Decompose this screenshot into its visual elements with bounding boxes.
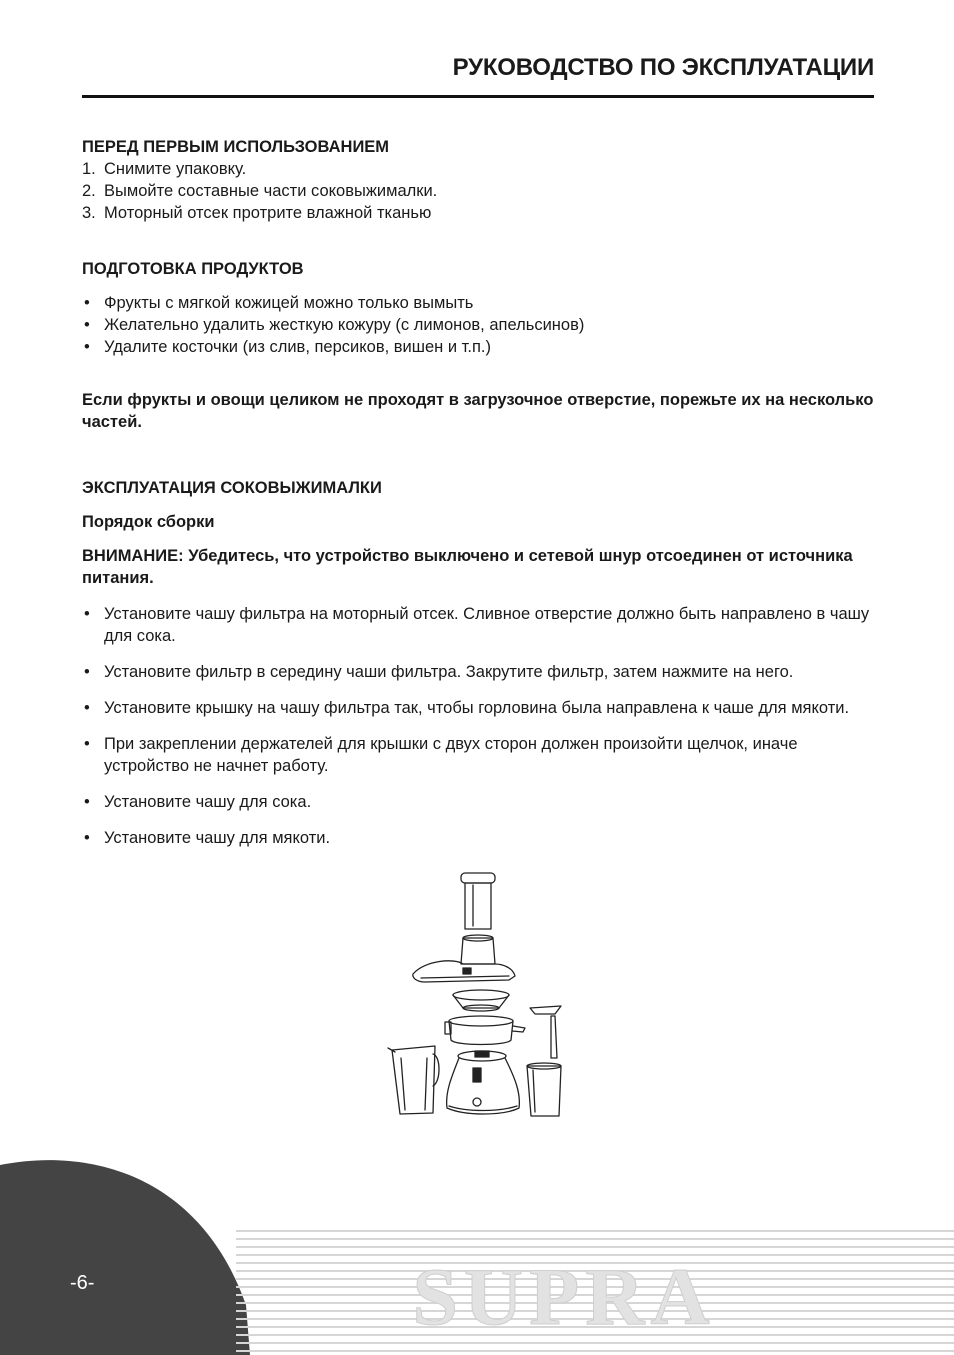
warning-paragraph: ВНИМАНИЕ: Убедитесь, что устройство выключено и сетевой шнур отсоединен от источника питания. [82,547,853,587]
list-item: • Установите чашу для мякоти. [84,829,331,847]
motor-base-part [447,1051,520,1114]
list-item: 1. Снимите упаковку. [82,160,247,178]
lid-part [413,935,515,982]
list-item: • Установите чашу для сока. [84,793,312,811]
page-title: РУКОВОДСТВО ПО ЭКСПЛУАТАЦИИ [452,54,874,81]
first-use-steps [82,158,874,224]
juicer-exploded-illustration [385,868,565,1123]
pulp-container-part [527,1006,561,1116]
preparation-list [82,292,874,358]
list-item: • При закреплении держателей для крышки с двух сторон должен произойти щелчок, иначе устройство не начнет работу. [84,735,798,775]
brand-watermark: SUPRA [412,1251,716,1342]
pusher-part [461,873,495,929]
subheading-assembly: Порядок сборки [82,513,215,531]
list-item: • Удалите косточки (из слив, персиков, вишен и т.п.) [84,338,491,356]
note-paragraph: Если фрукты и овощи целиком не проходят в загрузочное отверстие, порежьте их на несколько частей. [82,391,874,431]
section-heading-first-use: ПЕРЕД ПЕРВЫМ ИСПОЛЬЗОВАНИЕМ [82,138,390,156]
list-item: • Установите фильтр в середину чаши фильтра. Закрутите фильтр, затем нажмите на него. [84,663,794,681]
header-divider [82,95,874,98]
list-item: • Фрукты с мягкой кожицей можно только вымыть [84,294,474,312]
filter-bowl-part [445,1016,525,1045]
footer-stripes [236,1228,954,1354]
assembly-steps [82,603,874,849]
list-item: • Желательно удалить жесткую кожуру (с лимонов, апельсинов) [84,316,585,334]
list-item: • Установите чашу фильтра на моторный отсек. Сливное отверстие должно быть направлено в чашу для сока. [84,605,870,645]
list-item: 2. Вымойте составные части соковыжималки. [82,182,438,200]
filter-part [453,990,509,1011]
page-number: -6- [70,1272,95,1294]
juice-jug-part [388,1046,439,1114]
section-heading-preparation: ПОДГОТОВКА ПРОДУКТОВ [82,260,304,278]
section-heading-operation: ЭКСПЛУАТАЦИЯ СОКОВЫЖИМАЛКИ [82,479,382,497]
document-body [82,136,874,863]
corner-decoration [0,1155,250,1355]
list-item: 3. Моторный отсек протрите влажной тканью [82,204,432,222]
list-item: • Установите крышку на чашу фильтра так, чтобы горловина была направлена к чаше для мякоти. [84,699,850,717]
